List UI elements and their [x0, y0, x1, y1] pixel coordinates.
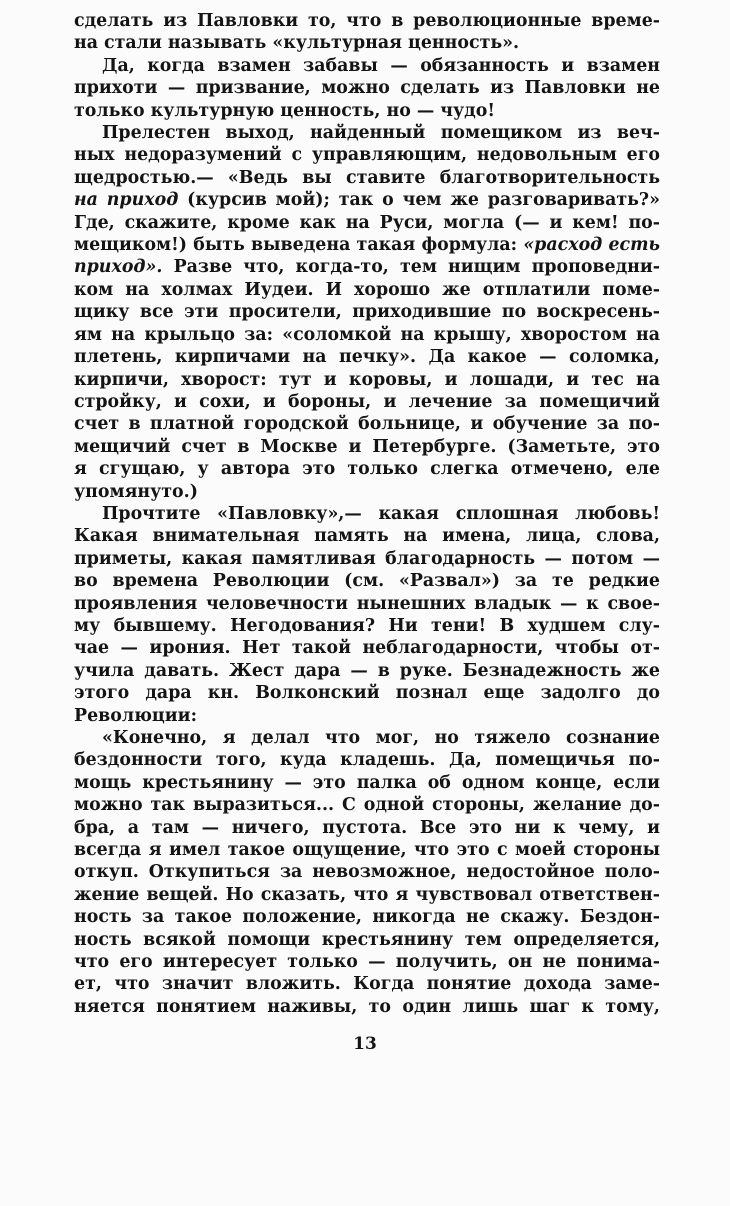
line-text: этого дара кн. Волконский познал еще задолго до: [74, 683, 660, 704]
line-text: мещичий счет в Москве и Петербурге. (Заметьте, это: [74, 436, 660, 457]
text-line: [74, 189, 660, 211]
line-text: можно так выразиться... С одной стороны, желание до-: [74, 795, 660, 816]
italic-phrase: на приход: [74, 190, 179, 211]
text-line: [74, 324, 660, 346]
text-line: [74, 212, 660, 234]
line-text: только культурную ценность, но — чудо!: [74, 100, 495, 121]
line-text: ет, что значит вложить. Когда понятие дохода заме-: [74, 974, 660, 995]
text-line: [74, 234, 660, 256]
line-text: кирпичи, хворост: тут и коровы, и лошади, и тес на: [74, 369, 660, 390]
text-line: [74, 615, 660, 637]
text-line: [74, 951, 660, 973]
line-text: ность за такое положение, никогда не скажу. Бездон-: [74, 907, 660, 928]
line-text: сделать из Павловки то, что в революционные време-: [74, 11, 660, 31]
line-text: что его интересует только — получить, он не понима-: [74, 952, 660, 973]
text-line: [74, 727, 660, 749]
line-text: бездонности того, куда кладешь. Да, помещичья по-: [74, 750, 660, 771]
text-line: [74, 906, 660, 928]
line-text: жение вещей. Но сказать, что я чувствовал ответствен-: [74, 884, 660, 905]
text-line: [74, 391, 660, 413]
italic-phrase: приход».: [74, 257, 163, 278]
line-text: мощь крестьянину — это палка об одном конце, если: [74, 772, 660, 793]
page-text: [74, 10, 660, 1018]
text-line: [74, 436, 660, 458]
line-text: (курсив мой); так о чем же разговаривать?»: [187, 190, 660, 211]
text-line: [74, 884, 660, 906]
line-text: Где, скажите, кроме как на Руси, могла (— и кем! по-: [74, 212, 660, 233]
text-line: [74, 660, 660, 682]
line-text: ных недоразумений с управляющим, недовольным его: [74, 145, 660, 166]
text-line: [74, 458, 660, 480]
text-line: [74, 772, 660, 794]
line-text: щику все эти просители, приходившие по воскресень-: [74, 302, 660, 323]
line-text: ям на крыльцо за: «соломкой на крышу, хворостом на: [74, 324, 660, 345]
line-text: Да, когда взамен забавы — обязанность и взамен: [102, 55, 660, 76]
text-line: [74, 122, 660, 144]
line-text: щедростью.— «Ведь вы ставите благотворительность: [74, 167, 660, 188]
line-text: счет в платной городской больнице, и обучение за по-: [74, 414, 660, 435]
text-line: [74, 32, 660, 54]
text-line: [74, 749, 660, 771]
text-line: [74, 861, 660, 883]
text-line: [74, 570, 660, 592]
text-line: [74, 973, 660, 995]
line-text: откуп. Откупиться за невозможное, недостойное поло-: [74, 862, 660, 883]
line-text: му бывшему. Негодования? Ни тени! В худшем слу-: [74, 615, 660, 636]
line-text: прихоти — призвание, можно сделать из Павловки не: [74, 78, 660, 99]
text-line: [74, 301, 660, 323]
text-line: [74, 637, 660, 659]
line-text: плетень, кирпичами на печку». Да какое — соломка,: [74, 347, 660, 368]
line-text: ком на холмах Иудеи. И хорошо же отплатили поме-: [74, 279, 660, 300]
italic-phrase: «расход есть: [523, 235, 660, 256]
line-text: ность всякой помощи крестьянину тем определяется,: [74, 929, 660, 950]
text-line: [74, 144, 660, 166]
line-text: приметы, какая памятливая благодарность — потом —: [74, 548, 660, 569]
text-line: [74, 839, 660, 861]
text-line: [74, 279, 660, 301]
line-text: на стали называть «культурная ценность».: [74, 33, 520, 54]
line-text: всегда я имел такое ощущение, что это с моей стороны: [74, 840, 660, 861]
line-text: бра, а там — ничего, пустота. Все это ни к чему, и: [74, 817, 660, 838]
text-line: [74, 794, 660, 816]
text-line: [74, 346, 660, 368]
page-number: 13: [353, 1034, 377, 1054]
text-line: [74, 167, 660, 189]
text-line: [74, 593, 660, 615]
line-text: я сгущаю, у автора это только слегка отмечено, еле: [74, 459, 660, 480]
text-line: [74, 817, 660, 839]
text-line: [74, 525, 660, 547]
line-text: Прочтите «Павловку»,— какая сплошная любовь!: [102, 503, 660, 524]
line-text: мещиком!) быть выведена такая формула:: [74, 235, 518, 256]
text-line: [74, 481, 660, 503]
line-text: Революции:: [74, 705, 197, 726]
text-line: [74, 100, 660, 122]
line-text: во времена Революции (см. «Развал») за те редкие: [74, 571, 660, 592]
line-text: няется понятием наживы, то один лишь шаг к тому,: [74, 996, 660, 1017]
text-line: [74, 369, 660, 391]
text-line: [74, 548, 660, 570]
text-line: [74, 705, 660, 727]
text-line: [74, 55, 660, 77]
text-line: [74, 10, 660, 32]
text-line: [74, 929, 660, 951]
text-line: [74, 996, 660, 1018]
text-line: [74, 413, 660, 435]
line-text: «Конечно, я делал что мог, но тяжело сознание: [102, 728, 660, 748]
line-text: Какая внимательная память на имена, лица, слова,: [74, 526, 660, 547]
text-line: [74, 503, 660, 525]
line-text: проявления человечности нынешних владык — к свое-: [74, 593, 660, 614]
line-text: Прелестен выход, найденный помещиком из веч-: [102, 123, 660, 144]
line-text: чае — ирония. Нет такой неблагодарности, чтобы от-: [74, 638, 660, 659]
line-text: Разве что, когда-то, тем нищим проповедни-: [173, 257, 661, 278]
line-text: стройку, и сохи, и бороны, и лечение за помещичий: [74, 391, 660, 412]
text-line: [74, 77, 660, 99]
line-text: упомянуто.): [74, 481, 198, 502]
text-line: [74, 256, 660, 278]
text-line: [74, 682, 660, 704]
line-text: учила давать. Жест дара — в руке. Безнадежность же: [74, 660, 660, 681]
